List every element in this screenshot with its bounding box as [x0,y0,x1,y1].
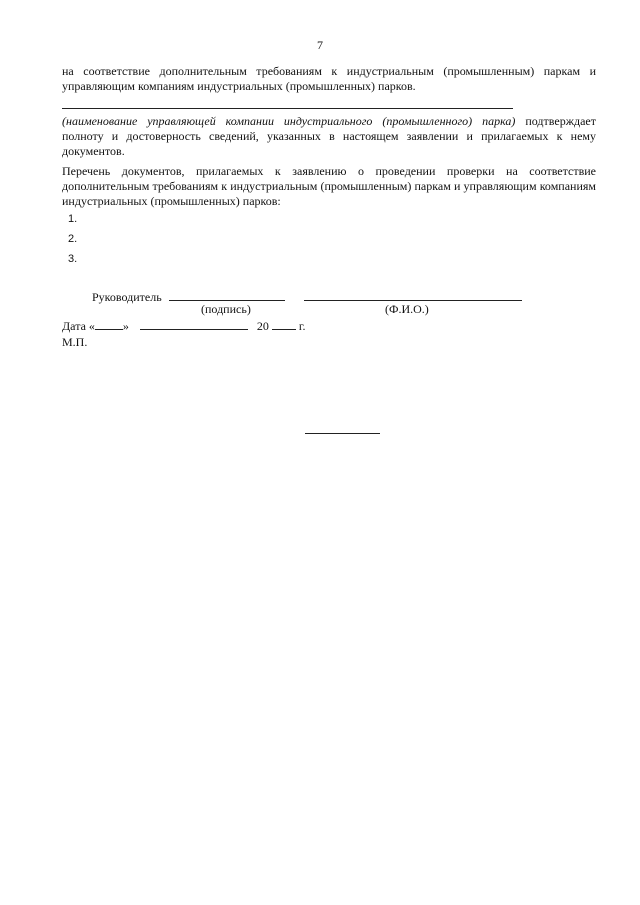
full-name-blank [304,289,522,301]
date-prefix: Дата « [62,319,95,333]
month-blank [140,318,248,330]
list-item: 1. [68,213,78,225]
year-prefix: 20 [256,319,269,333]
intro-paragraph [62,64,596,94]
day-blank [95,318,123,330]
seal-place: М.П. [62,335,88,349]
date-day-close: » [122,319,129,333]
documents-list-intro [62,164,596,209]
page-number: 7 [317,38,323,52]
year-blank [272,318,296,330]
documents-list-intro-text: Перечень документов, прилагаемых к заявлению о проведении проверки на соответствие дополнительным требованиям к индустриальным (промышленным) паркам и управляющим компаниям индустриальных (промышленных) парков: [62,164,596,208]
date-row [62,318,306,333]
signature-blank [169,289,285,301]
signature-row [92,289,522,304]
company-name-caption: (наименование управляющей компании индустриального (промышленного) парка) [62,114,516,128]
confirmation-text: подтверждает полноту и достоверность сведений, указанных в настоящем заявлении и прилагаемых к нему документов. [62,114,596,158]
end-of-document-rule [305,433,380,434]
signer-role: Руководитель [92,290,162,304]
year-suffix: г. [298,319,306,333]
company-name-field-line [62,108,513,109]
full-name-caption: (Ф.И.О.) [385,302,429,316]
list-item: 3. [68,253,78,265]
list-item: 2. [68,233,78,245]
confirmation-paragraph [62,114,596,159]
intro-text: на соответствие дополнительным требованиям к индустриальным (промышленным) паркам и управляющим компаниям индустриальных (промышленных) парков. [62,64,596,93]
documents-list [68,212,77,272]
signature-caption: (подпись) [201,302,251,316]
